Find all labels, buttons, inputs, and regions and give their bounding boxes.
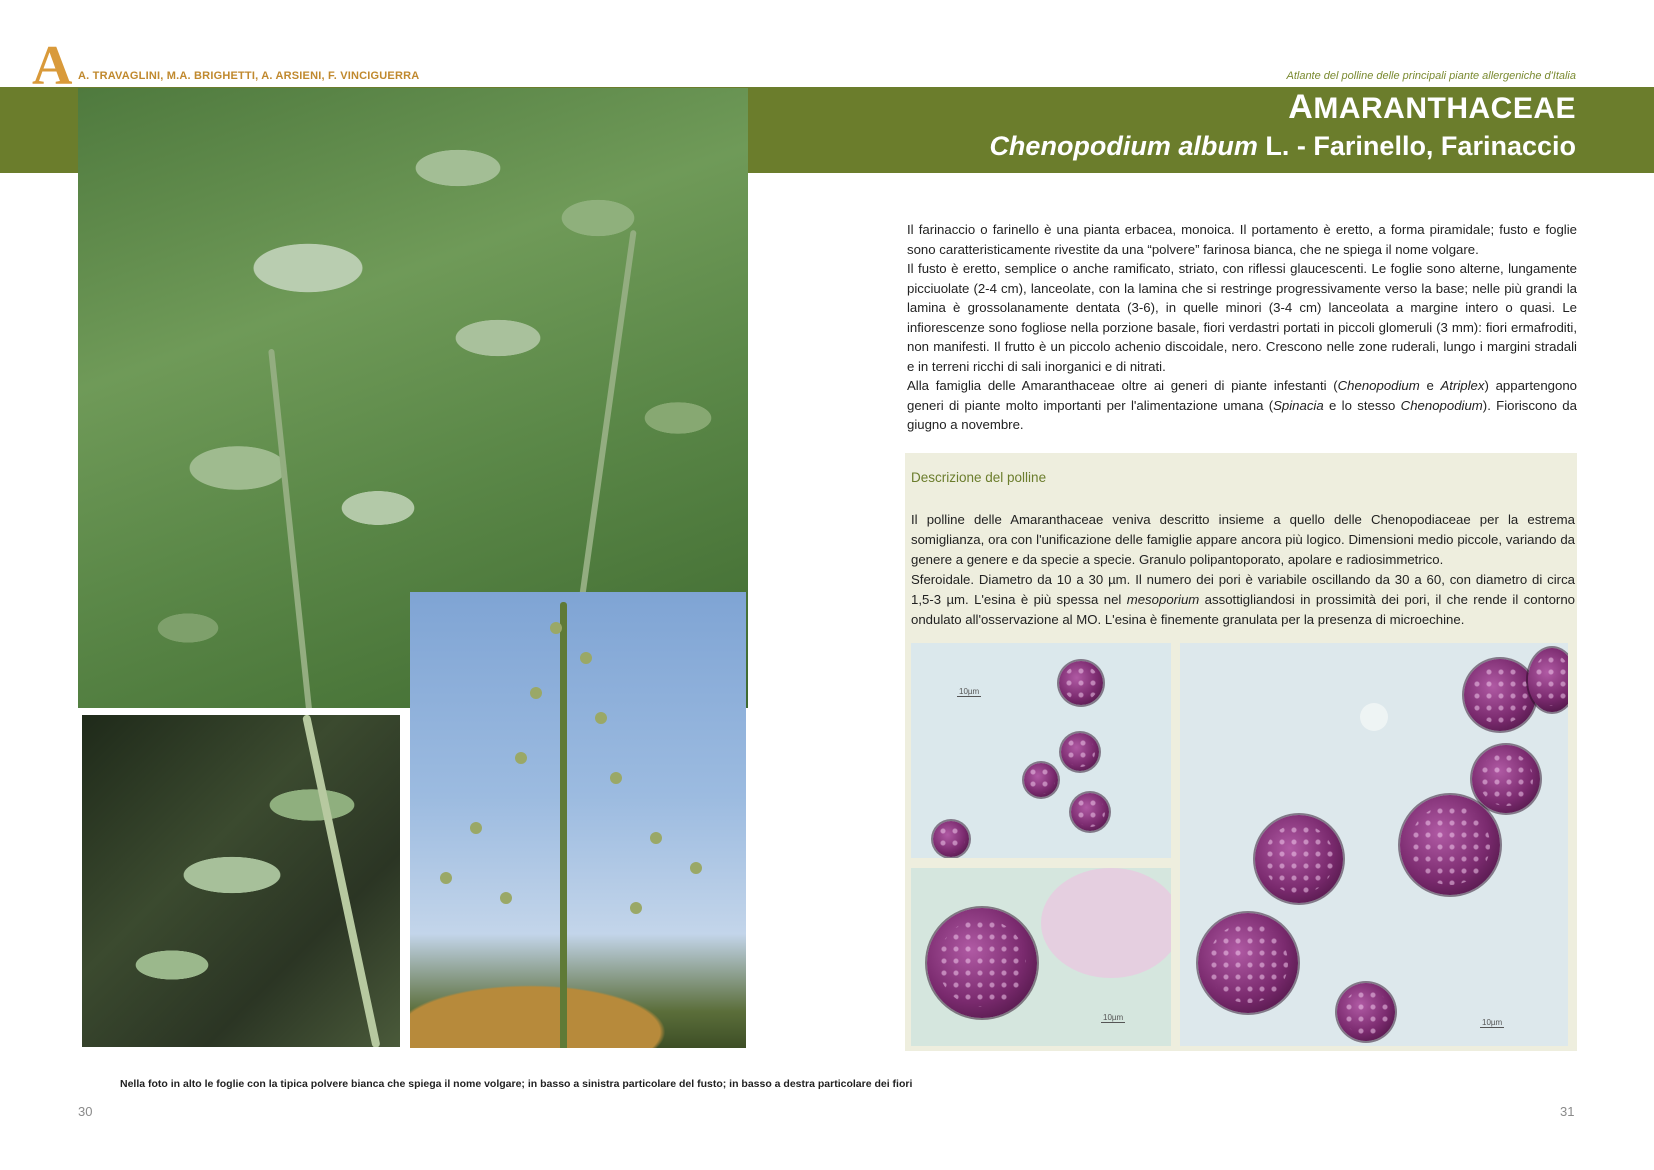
pollen-description-text — [911, 510, 1575, 630]
scale-bar: 10µm — [959, 687, 980, 696]
pollen-description-title: Descrizione del polline — [911, 470, 1047, 485]
body-paragraph-2: Il fusto è eretto, semplice o anche ramificato, striato, con riflessi glaucescenti. Le foglie sono alterne, lungamente picciuolate (2-4 cm), lanceolate, con la lamina che si restringe progressivamente verso la base; nelle più grandi la lamina è grossolanamente dentata (3-6), in quelle minori (3-4 cm) lanceolata a margine intero o quasi. Le infiorescenze sono fogliose nella porzione basale, fiori verdastri portati in piccoli glomeruli (3 mm): fiori ermafroditi, non manifesti. Il frutto è un piccolo achenio discoidale, nero. Crescono nelle zone ruderali, lungo i margini stradali e in terreni ricchi di sali inorganici e di nitrati. — [907, 261, 1577, 374]
body-paragraph-3: Alla famiglia delle Amaranthaceae oltre ai generi di piante infestanti (Chenopodium e Atriplex) appartengono generi di piante molto importanti per l'alimentazione umana (Spinacia e lo stesso Chenopodium). Fioriscono da giugno a novembre. — [907, 378, 1577, 432]
atlas-title: Atlante del polline delle principali piante allergeniche d'Italia — [1286, 70, 1576, 82]
page-number-left: 30 — [78, 1104, 93, 1119]
species-latin: Chenopodium album — [989, 131, 1258, 161]
body-paragraph-1: Il farinaccio o farinello è una pianta erbacea, monoica. Il portamento è eretto, a forma piramidale; fusto e foglie sono caratteristicamente rivestite da una “polvere” farinosa bianca, che ne spiega il nome volgare. — [907, 222, 1577, 257]
family-initial: A — [1288, 88, 1314, 126]
micrograph-large-grain — [911, 868, 1171, 1046]
authors: A. TRAVAGLINI, M.A. BRIGHETTI, A. ARSIENI, F. VINCIGUERRA — [78, 70, 420, 82]
species-common: L. - Farinello, Farinaccio — [1257, 131, 1576, 161]
species-title — [989, 131, 1576, 162]
photo-caption: Nella foto in alto le foglie con la tipica polvere bianca che spiega il nome volgare; in basso a sinistra particolare del fusto; in basso a destra particolare dei fiori — [120, 1078, 913, 1090]
scale-bar: 10µm — [1482, 1018, 1503, 1027]
pollen-paragraph-2: Sferoidale. Diametro da 10 a 30 µm. Il numero dei pori è variabile oscillando da 30 a 60, con diametro di circa 1,5-3 µm. L'esina è più spessa nel mesoporium assottigliandosi in prossimità dei pori, il che rende il contorno ondulato all'osservazione al MO. L'esina è finemente granulata per la presenza di microechine. — [911, 572, 1575, 627]
species-description — [907, 220, 1577, 435]
photo-stem — [82, 715, 400, 1047]
section-letter: A — [32, 35, 73, 97]
micrograph-cluster — [1180, 643, 1568, 1046]
family-title — [1288, 88, 1576, 127]
photo-flowers — [410, 592, 746, 1048]
page-number-right: 31 — [1560, 1104, 1575, 1119]
scale-bar: 10µm — [1103, 1013, 1124, 1022]
family-rest: MARANTHACEAE — [1313, 92, 1576, 125]
micrograph-small-grains — [911, 643, 1171, 858]
pollen-paragraph-1: Il polline delle Amaranthaceae veniva descritto insieme a quello delle Chenopodiaceae per la estrema somiglianza, ora con l'unificazione delle famiglie appare ancora più logico. Dimensioni medio piccole, variando da genere a genere e da specie a specie. Granulo polipantoporato, apolare e radiosimmetrico. — [911, 512, 1575, 567]
